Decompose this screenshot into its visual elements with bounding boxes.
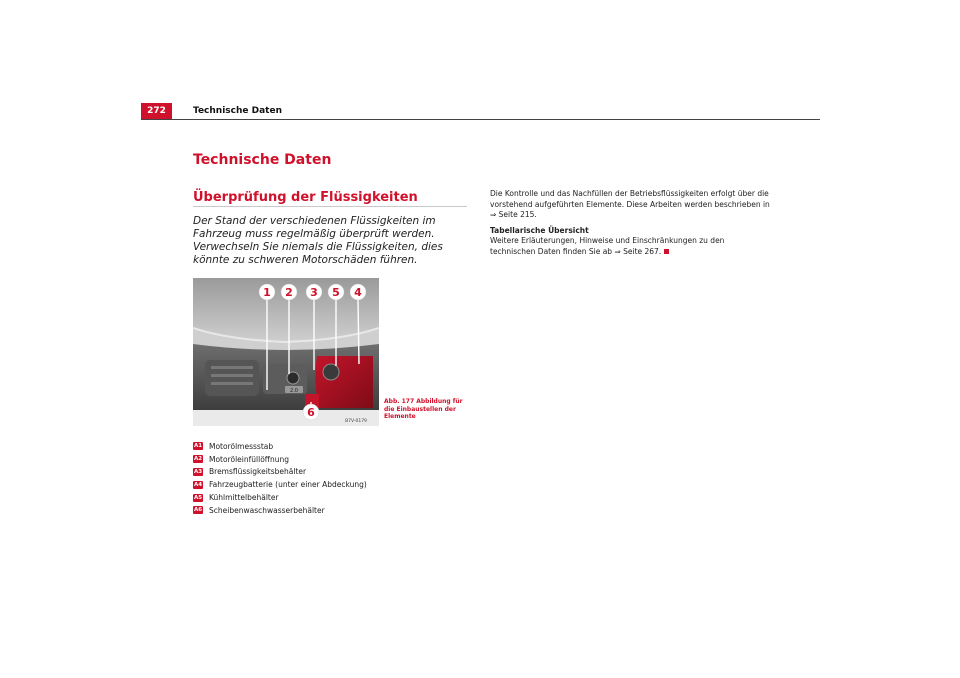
- legend-item: [193, 491, 367, 504]
- notes-paragraph: [490, 236, 772, 257]
- svg-text:1: 1: [263, 286, 271, 299]
- legend-list: [193, 440, 367, 517]
- legend-label: Motorölmessstab: [209, 441, 274, 451]
- svg-text:6: 6: [307, 406, 315, 419]
- number-badge: A2: [193, 456, 203, 463]
- svg-text:5: 5: [332, 286, 340, 299]
- running-header: Technische Daten: [193, 106, 282, 116]
- legend-item: [193, 478, 367, 491]
- callout-2: [281, 284, 297, 300]
- battery-cover: [315, 356, 373, 408]
- svg-text:4: 4: [354, 286, 362, 299]
- section-title: Überprüfung der Flüssigkeiten: [193, 190, 418, 205]
- header-rule: [141, 119, 820, 120]
- notes-text: Weitere Erläuterungen, Hinweise und Einschränkungen zu den technischen Daten finden Sie ab ⇒ Seite 267.: [490, 236, 725, 256]
- number-badge: A6: [193, 507, 203, 514]
- section-rule: [193, 206, 467, 207]
- right-column: [490, 189, 772, 258]
- legend-label: Fahrzeugbatterie (unter einer Abdeckung): [209, 480, 367, 490]
- svg-text:2: 2: [285, 286, 293, 299]
- number-badge: A1: [193, 443, 203, 450]
- engine-cover-rib: [211, 366, 253, 369]
- number-badge: A3: [193, 468, 203, 475]
- figure-caption: Abb. 177 Abbildung für die Einbaustellen der Elemente: [384, 398, 463, 420]
- callout-6: [303, 404, 319, 420]
- callout-5: [328, 284, 344, 300]
- legend-item: [193, 466, 367, 479]
- coolant-reservoir: [323, 364, 339, 380]
- figure-code: B7V-0179: [345, 419, 367, 424]
- engine-cover-rib: [211, 374, 253, 377]
- page-number: 272: [141, 103, 172, 119]
- number-badge: A4: [193, 481, 203, 488]
- legend-label: Scheibenwaschwasserbehälter: [209, 505, 325, 515]
- engine-cover: [205, 360, 259, 396]
- intro-text: Der Stand der verschiedenen Flüssigkeiten im Fahrzeug muss regelmäßig überprüft werden. Verwechseln Sie niemals die Flüssigkeiten, dies könnte zu schweren Motorschäden führen.: [193, 215, 443, 266]
- legend-item: [193, 504, 367, 517]
- legend-label: Motoröleinfüllöffnung: [209, 454, 289, 464]
- engine-bay-figure: [193, 278, 379, 426]
- engine-badge-text: 2.0: [290, 388, 298, 394]
- legend-item: [193, 440, 367, 453]
- callout-1: [259, 284, 275, 300]
- maintenance-paragraph: Die Kontrolle und das Nachfüllen der Betriebsflüssigkeiten erfolgt über die vorstehend aufgeführten Elemente. Diese Arbeiten werden beschrieben in ⇒ Seite 215.: [490, 189, 770, 220]
- number-badge: A5: [193, 494, 203, 501]
- end-of-section-marker: [664, 249, 669, 254]
- chapter-title: Technische Daten: [193, 152, 332, 168]
- engine-cover-rib: [211, 382, 253, 385]
- callout-3: [306, 284, 322, 300]
- callout-4: [350, 284, 366, 300]
- table-overview-heading: Tabellarische Übersicht: [490, 225, 589, 235]
- legend-item: [193, 453, 367, 466]
- legend-label: Kühlmittelbehälter: [209, 493, 279, 503]
- legend-label: Bremsflüssigkeitsbehälter: [209, 467, 307, 477]
- svg-text:3: 3: [310, 286, 318, 299]
